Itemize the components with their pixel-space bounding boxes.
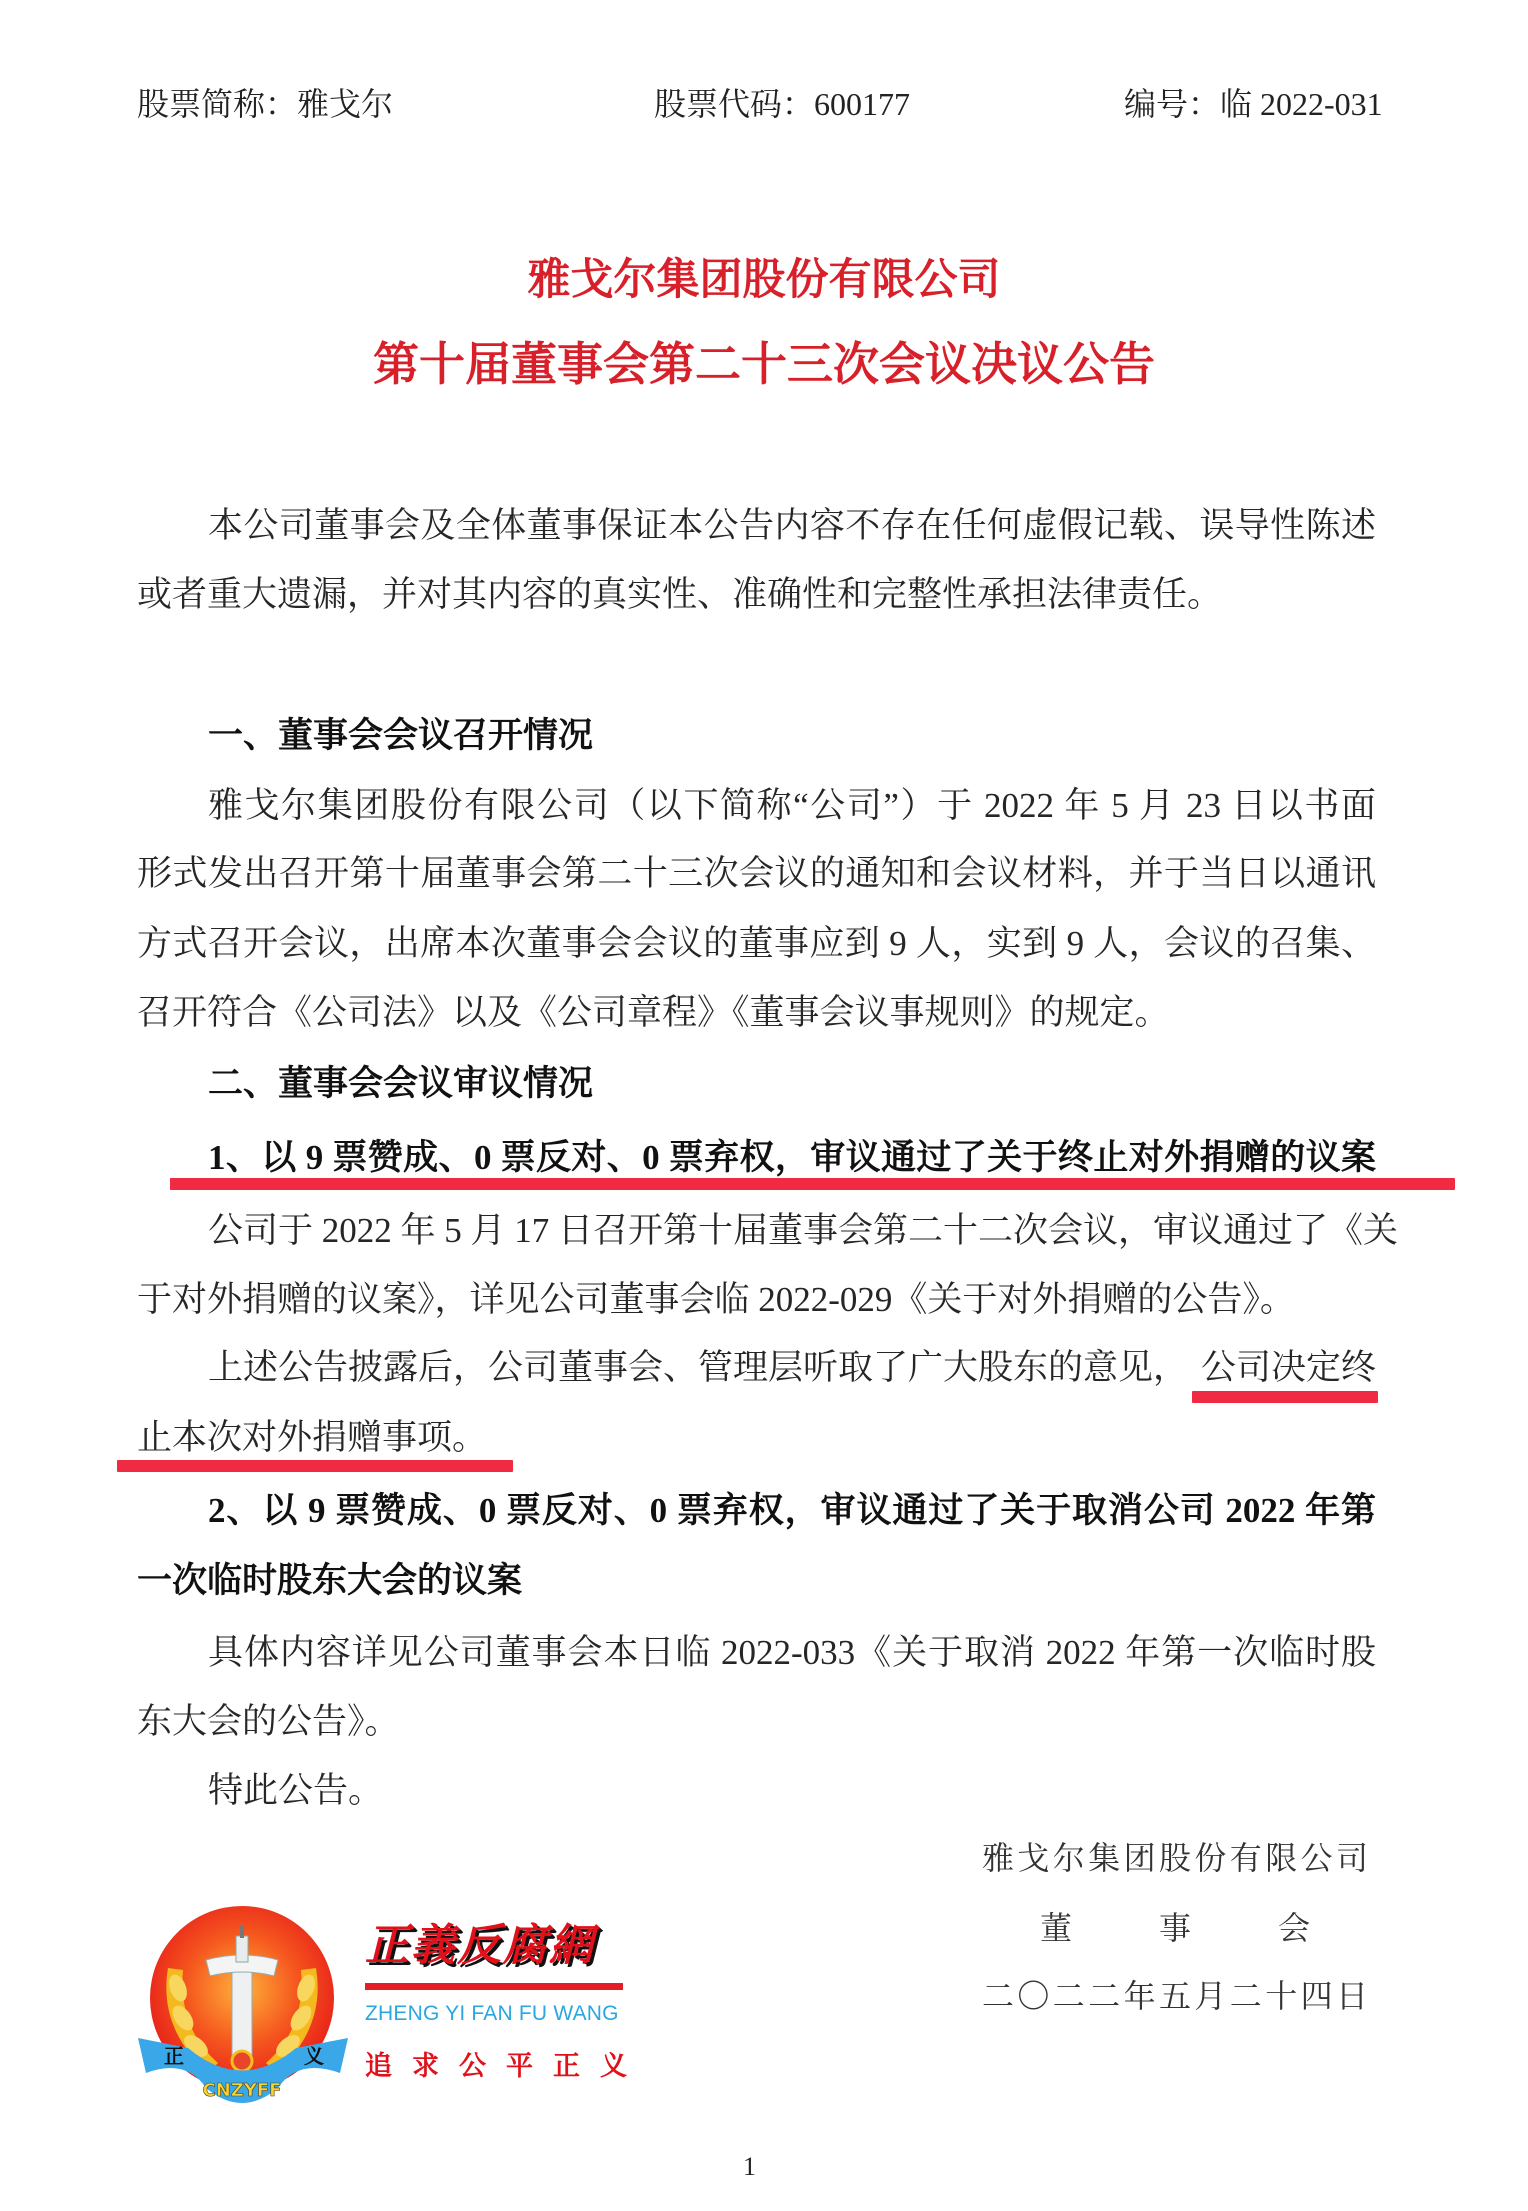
item1-line-2: 于对外捐赠的议案》，详见公司董事会临 2022-029《关于对外捐赠的公告》。 [137, 1280, 1295, 1319]
section1-line-3: 方式召开会议，出席本次董事会会议的董事应到 9 人，实到 9 人，会议的召集、 [137, 924, 1376, 963]
watermark-brand-english: ZHENG YI FAN FU WANG [365, 2002, 619, 2025]
item2-line-2: 东大会的公告》。 [137, 1702, 400, 1741]
watermark-slogan: 追求公平正义 [365, 2051, 647, 2082]
watermark-divider [365, 1983, 623, 1990]
item1-title: 1、以 9 票赞成、0 票反对、0 票弃权，审议通过了关于终止对外捐赠的议案 [208, 1138, 1376, 1177]
section1-line-4: 召开符合《公司法》以及《公司章程》《董事会议事规则》的规定。 [137, 993, 1170, 1032]
intro-line-1: 本公司董事会及全体董事保证本公告内容不存在任何虚假记载、误导性陈述 [208, 506, 1376, 545]
watermark-emblem [128, 1898, 358, 2123]
emblem-text: CNZYFF [202, 2080, 282, 2101]
section1-line-1: 雅戈尔集团股份有限公司（以下简称“公司”）于 2022 年 5 月 23 日以书面 [208, 786, 1376, 825]
item1-para2-line-1 [208, 1348, 1376, 1388]
emblem-icon [128, 1898, 358, 2123]
announcement-serial-number: 编号：临 2022-031 [1124, 86, 1383, 122]
signature-board [1040, 1908, 1310, 1948]
item2-title-line-2: 一次临时股东大会的议案 [137, 1561, 523, 1600]
item1-title-red-underline [170, 1178, 1455, 1190]
page-number: 1 [743, 2152, 756, 2181]
item1-para2-highlight: 公司决定终 [1200, 1348, 1376, 1387]
signature-board-char: 会 [1277, 1910, 1310, 1946]
intro-line-2: 或者重大遗漏，并对其内容的真实性、准确性和完整性承担法律责任。 [137, 575, 1223, 614]
section1-heading: 一、董事会会议召开情况 [208, 716, 594, 755]
signature-board-char: 董 [1040, 1910, 1073, 1946]
item1-line-1: 公司于 2022 年 5 月 17 日召开第十届董事会第二十二次会议，审议通过了《关 [208, 1211, 1399, 1250]
ribbon-right-char: 义 [304, 2044, 324, 2068]
company-title: 雅戈尔集团股份有限公司 [527, 255, 1001, 305]
item2-title-line-1: 2、以 9 票赞成、0 票反对、0 票弃权，审议通过了关于取消公司 2022 年第 [208, 1491, 1376, 1530]
section1-line-2: 形式发出召开第十届董事会第二十三次会议的通知和会议材料，并于当日以通讯 [137, 854, 1376, 893]
signature-date: 二〇二二年五月二十四日 [982, 1978, 1368, 2014]
stock-code: 股票代码：600177 [654, 86, 911, 122]
highlight-red-underline-2 [117, 1460, 513, 1472]
ribbon-left-char: 正 [164, 2044, 184, 2068]
item1-para2-lead: 上述公告披露后，公司董事会、管理层听取了广大股东的意见， [208, 1348, 1189, 1387]
item1-para2-line-2: 止本次对外捐赠事项。 [137, 1418, 488, 1457]
closing-statement: 特此公告。 [208, 1771, 384, 1810]
watermark-brand-chinese: 正義反腐網 [365, 1920, 595, 1971]
stock-abbreviation: 股票简称：雅戈尔 [137, 86, 394, 122]
signature-company: 雅戈尔集团股份有限公司 [982, 1840, 1368, 1876]
signature-board-char: 事 [1158, 1910, 1191, 1946]
highlight-red-underline-1 [1192, 1391, 1378, 1403]
item2-line-1: 具体内容详见公司董事会本日临 2022-033《关于取消 2022 年第一次临时股 [208, 1633, 1376, 1672]
section2-heading: 二、董事会会议审议情况 [208, 1064, 594, 1103]
announcement-title: 第十届董事会第二十三次会议决议公告 [373, 337, 1155, 391]
